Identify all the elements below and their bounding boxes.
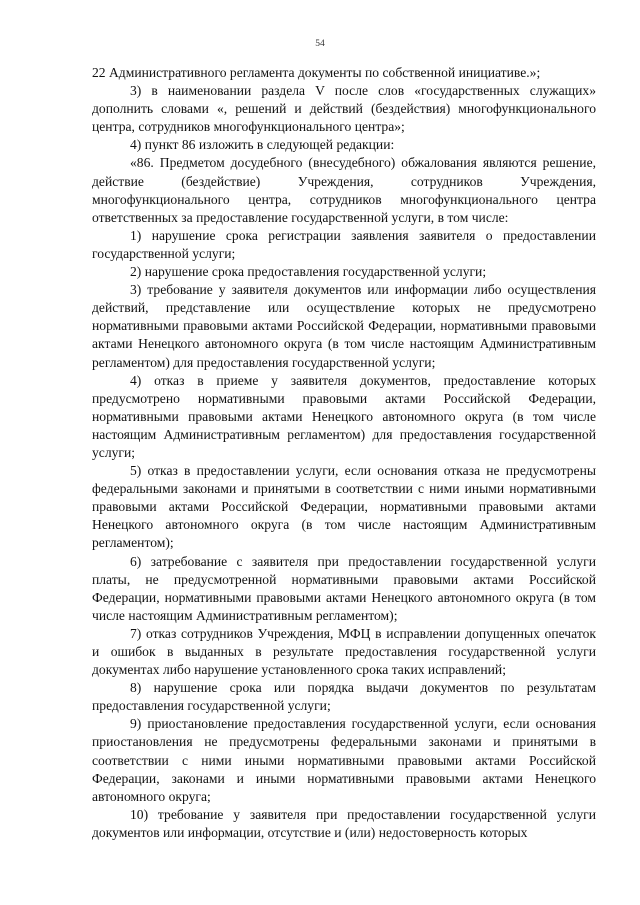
list-item-6: 6) затребование с заявителя при предоставлении государственной услуги платы, не предусмотренной нормативными правовыми актами Российской Федерации, нормативными правовыми актами Ненецкого автономного округа (в том числе настоящим Административным регламентом);	[92, 553, 596, 623]
paragraph-item-3: 3) в наименовании раздела V после слов «государственных служащих» дополнить словами «, решений и действий (бездействия) многофункционального центра, сотрудников многофункционального центра»;	[92, 83, 596, 135]
list-item-7: 7) отказ сотрудников Учреждения, МФЦ в исправлении допущенных опечаток и ошибок в выданных в результате предоставления государственной услуги документах либо нарушение установленного срока таких исправлений;	[92, 625, 596, 678]
list-item-9: 9) приостановление предоставления государственной услуги, если основания приостановления не предусмотрены федеральными законами и принятыми в соответствии с ними иными нормативными правовыми актами Российской Федерации, законами и иными нормативными правовыми актами Ненецкого автономного округа;	[92, 716, 596, 804]
paragraph-continuation: 22 Административного регламента документы по собственной инициативе.»;	[92, 65, 541, 80]
paragraph-item-4: 4) пункт 86 изложить в следующей редакции:	[130, 137, 395, 153]
list-item-2: 2) нарушение срока предоставления государственной услуги;	[130, 264, 487, 280]
list-item-3: 3) требование у заявителя документов или информации либо осуществления действий, представление или осуществление которых не предусмотрено нормативными правовыми актами Российской Федерации, нормативными правовыми актами Ненецкого автономного округа (в том числе настоящим Административным регламентом) для предоставления государственной услуги;	[92, 282, 596, 370]
page-number: 54	[315, 39, 325, 49]
list-item-8: 8) нарушение срока или порядка выдачи документов по результатам предоставления государственной услуги;	[92, 680, 596, 714]
paragraph-clause-86: «86. Предметом досудебного (внесудебного) обжалования являются решение, действие (бездействие) Учреждения, сотрудников Учреждения, многофункционального центра, сотрудников многофункционального центра ответственных за предоставление государственной услуги, в том числе:	[92, 155, 596, 225]
list-item-4: 4) отказ в приеме у заявителя документов, предоставление которых предусмотрено нормативными правовыми актами Российской Федерации, нормативными правовыми актами Ненецкого автономного округа (в том числе настоящим Административным регламентом) для предоставления государственной услуги;	[92, 372, 596, 460]
document-body	[92, 64, 596, 842]
list-item-1: 1) нарушение срока регистрации заявления заявителя о предоставлении государственной услуги;	[92, 227, 596, 261]
list-item-10: 10) требование у заявителя при предоставлении государственной услуги документов или информации, отсутствие и (или) недостоверность которых	[92, 806, 596, 840]
list-item-5: 5) отказ в предоставлении услуги, если основания отказа не предусмотрены федеральными законами и принятыми в соответствии с ними иными нормативными правовыми актами Российской Федерации, нормативными правовыми актами Ненецкого автономного округа (в том числе настоящим Административным регламентом);	[92, 463, 596, 551]
